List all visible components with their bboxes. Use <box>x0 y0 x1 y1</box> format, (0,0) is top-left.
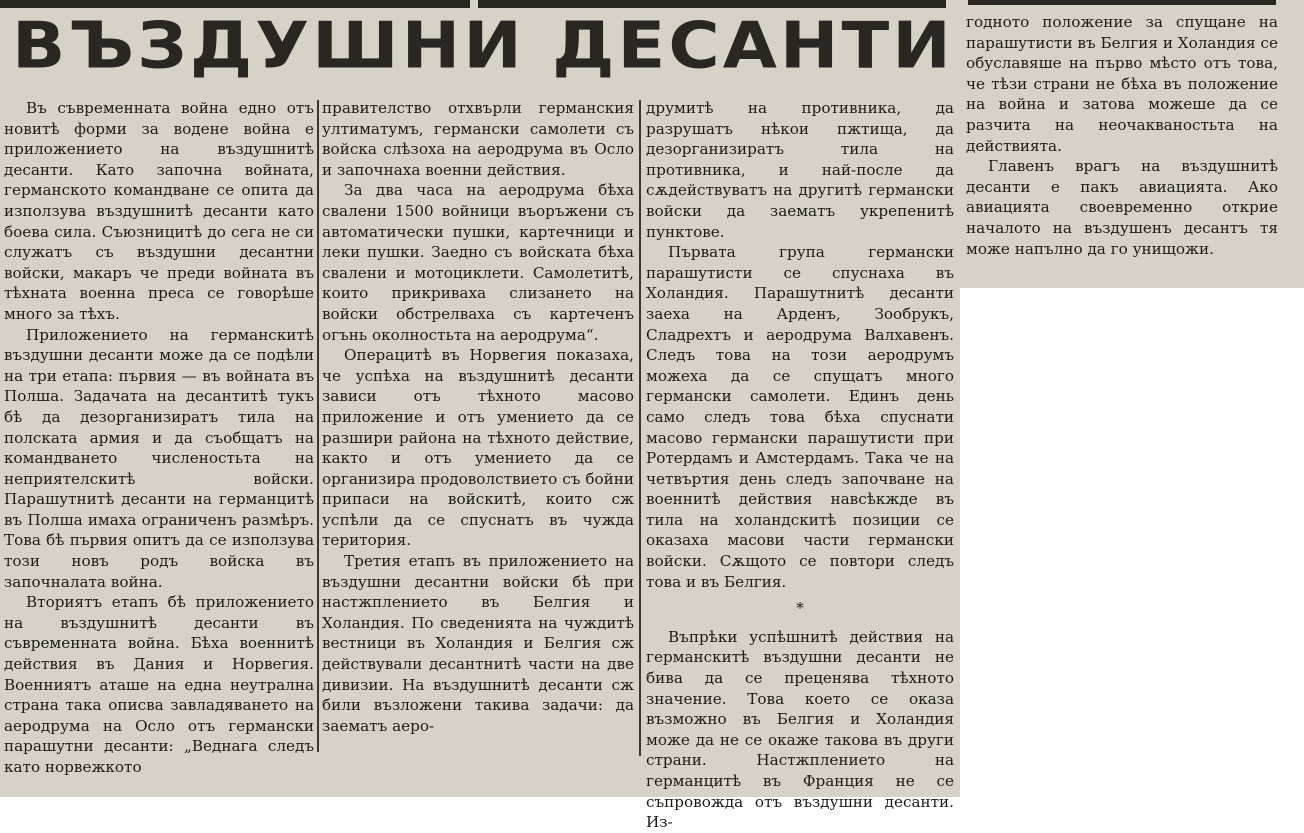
paragraph: Главенъ врагъ на въздушнитѣ десанти е пакъ авиацията. Ако авиацията своевременно открие началото на въздушенъ десантъ тя може напълно да го унищожи. <box>966 157 1278 258</box>
section-separator: * <box>796 599 804 618</box>
paragraph: Първата група германски парашутисти се спуснаха въ Холандия. Парашутнитѣ десанти заеха на Арденъ, Зообрукъ, Сладрехтъ и аеродрума Валхавенъ. Следъ това на този аеродрумъ можеха да се спущатъ много германски самолети. Единъ день само следъ това бѣха спуснати масово германски парашутисти при Ротердамъ и Амстердамъ. Така че на четвъртия день следъ започване на военнитѣ действия навсѣкжде въ тила на холандскитѣ позиции се оказаха масови части германски войски. Сѫщото се повтори следъ това и въ Белгия. <box>646 243 954 591</box>
article-column-2 <box>322 98 634 736</box>
column-rule-2 <box>639 100 641 756</box>
article-column-4 <box>966 12 1278 259</box>
paragraph: Въпрѣки успѣшнитѣ действия на германскитѣ въздушни десанти не бива да се преценява тѣхното значение. Това което се оказа възможно въ Белгия и Холандия може да не се окаже такова въ други страни. Настжплението на германцитѣ въ Франция не се съпровожда отъ въздушни десанти. Из- <box>646 627 954 832</box>
paragraph: Вториятъ етапъ бѣ приложението на въздушнитѣ десанти въ съвременната война. Бѣха военнитѣ действия въ Дания и Норвегия. Военниятъ аташе на една неутрална страна така описва завладяването на аеродрума на Осло отъ германски парашутни десанти: „Веднага следъ като норвежкото <box>4 593 314 776</box>
paragraph: Приложението на германскитѣ въздушни десанти може да се подѣли на три етапа: първия — въ войната въ Полша. Задачата на десантитѣ тукъ бѣ да дезорганизиратъ тила на полската армия и да съобщатъ на командването численостьта на неприятелскитѣ войски. Парашутнитѣ десанти на германцитѣ въ Полша имаха ограниченъ размѣръ. Това бѣ първия опитъ да се използува този новъ родъ войска въ започналата война. <box>4 325 314 591</box>
paragraph: годното положение за спущане на парашутисти въ Белгия и Холандия се обуславяше на първо мѣсто отъ това, че тѣзи страни не бѣха въ положение на война и затова можеше да се разчита на неочакваностьта на действията. <box>966 13 1278 155</box>
paragraph: Третия етапъ въ приложението на въздушни десантни войски бѣ при настжплението въ Белгия и Холандия. По сведенията на чуждитѣ вестници въ Холандия и Белгия сж действували десантнитѣ части на две дивизии. На въздушнитѣ десанти сж били възложени такива задачи: да заематъ аеро- <box>322 552 634 735</box>
article-headline: ВЪЗДУШНИ ДЕСАНТИ <box>12 7 954 84</box>
paragraph: правителство отхвърли германския ултиматумъ, германски самолети съ войска слѣзоха на аеродрума въ Осло и започнаха военни действия. <box>322 99 634 179</box>
column-rule-1 <box>317 100 319 752</box>
paragraph: За два часа на аеродрума бѣха свалени 1500 войници въоръжени съ автоматически пушки, картечници и леки пушки. Заедно съ войската бѣха свалени и мотоциклети. Самолетитѣ, които прикриваха слизането на войски обстрелваха съ картеченъ огънь околностьта на аеродрума“. <box>322 181 634 344</box>
paragraph: Въ съвременната война едно отъ новитѣ форми за водене война е приложението на въздушнитѣ десанти. Като започна войната, германското командване се опита да използува въздушнитѣ десанти като боева сила. Съюзницитѣ до сега не си служатъ съ въздушни десантни войски, макаръ че преди войната въ тѣхната военна преса се говорѣше много за тѣхъ. <box>4 99 314 323</box>
article-column-3 <box>646 98 954 833</box>
article-column-1 <box>4 98 314 778</box>
top-rule-side <box>968 0 1276 5</box>
paragraph: друмитѣ на противника, да разрушатъ нѣкои пжтища, да дезорганизиратъ тила на противника, и най-после да сѫдействуватъ на другитѣ германски войски да заематъ укрепенитѣ пунктове. <box>646 99 954 241</box>
paragraph: Операцитѣ въ Норвегия показаха, че успѣха на въздушнитѣ десанти зависи отъ тѣхното масово приложение и отъ умението да се разшири района на тѣхното действие, както и отъ умението да се организира продоволствието съ бойни припаси на войскитѣ, които сж успѣли да се спуснатъ въ чужда територия. <box>322 346 634 550</box>
